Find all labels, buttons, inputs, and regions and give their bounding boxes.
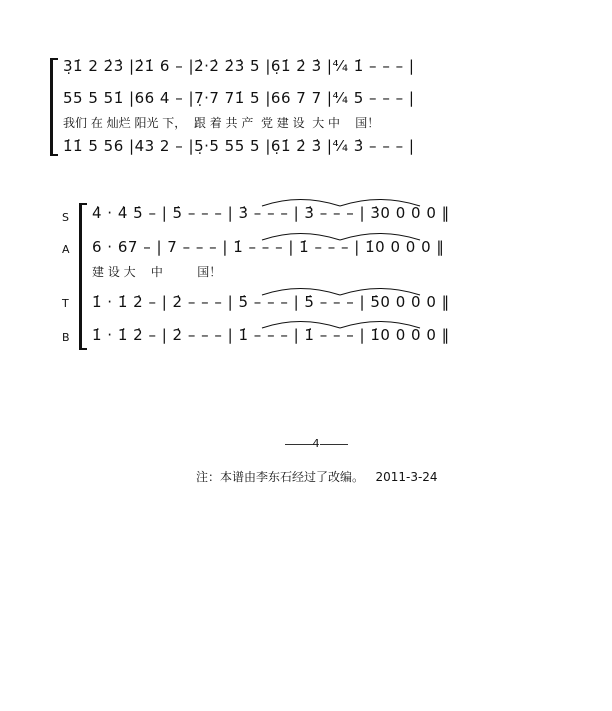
system2-alto: 6 · 67 – | 7 – – – | 1̇ – – – | 1̇ – – – | 1̇0 0 0 0 ‖ (92, 238, 445, 256)
tie-bass-1 (262, 322, 340, 329)
tie-tenor-2 (340, 289, 420, 296)
system1-lyrics: 我们 在 灿烂 阳光 下， 跟 着 共 产 党 建 设 大 中 国！ (63, 116, 380, 130)
system2-soprano: 4̇ · 4̇ 5̇ – | 5̇ – – – | 3̇ – – – | 3̇ – – – | 3̇0 0 0 0 ‖ (92, 204, 450, 222)
tie-bass-2 (340, 322, 420, 329)
system1-alto: 55 5 51̇ |66 4 – |7̣·7 71̇ 5 |66 7 7 |⁴⁄₄ 5 – – – | (63, 89, 415, 107)
label-soprano: S (62, 211, 69, 224)
tie-tenor-1 (262, 289, 340, 296)
tie-alto-2 (340, 234, 420, 241)
system2-tenor: 1̇ · 1̇ 2̇ – | 2̇ – – – | 5̇ – – – | 5̇ – – – | 5̇0 0 0 0 ‖ (92, 293, 450, 311)
tie-alto-1 (262, 234, 340, 241)
system2-lyrics: 建 设 大 中 国！ (92, 265, 222, 279)
system1-tenor: 1̇1̇ 5 56 |43 2 – |5̣·5 55 5 |6̣1̇ 2̇ 3̇ |⁴⁄₄ 3̇ – – – | (63, 137, 415, 155)
tie-soprano-1 (262, 200, 340, 207)
system2-bass: 1̇ · 1̇ 2̇ – | 2̇ – – – | 1̇ – – – | 1̇ – – – | 1̇0 0 0 0 ‖ (92, 326, 450, 344)
system1-soprano: 3̣1̇ 2 2̇3̇ |2̇1̇ 6 – |2̇·2̇ 2̇3̇ 5 |6̣1̇ 2̇ 3̇ |⁴⁄₄ 1̇ – – – | (63, 57, 415, 75)
tie-soprano-2 (340, 200, 420, 207)
label-tenor: T (62, 297, 69, 310)
page-number: 4 (280, 437, 352, 451)
label-alto: A (62, 243, 70, 256)
footnote: 注：本谱由李东石经过了改编。 2011-3-24 (196, 470, 438, 484)
label-bass: B (62, 331, 70, 344)
